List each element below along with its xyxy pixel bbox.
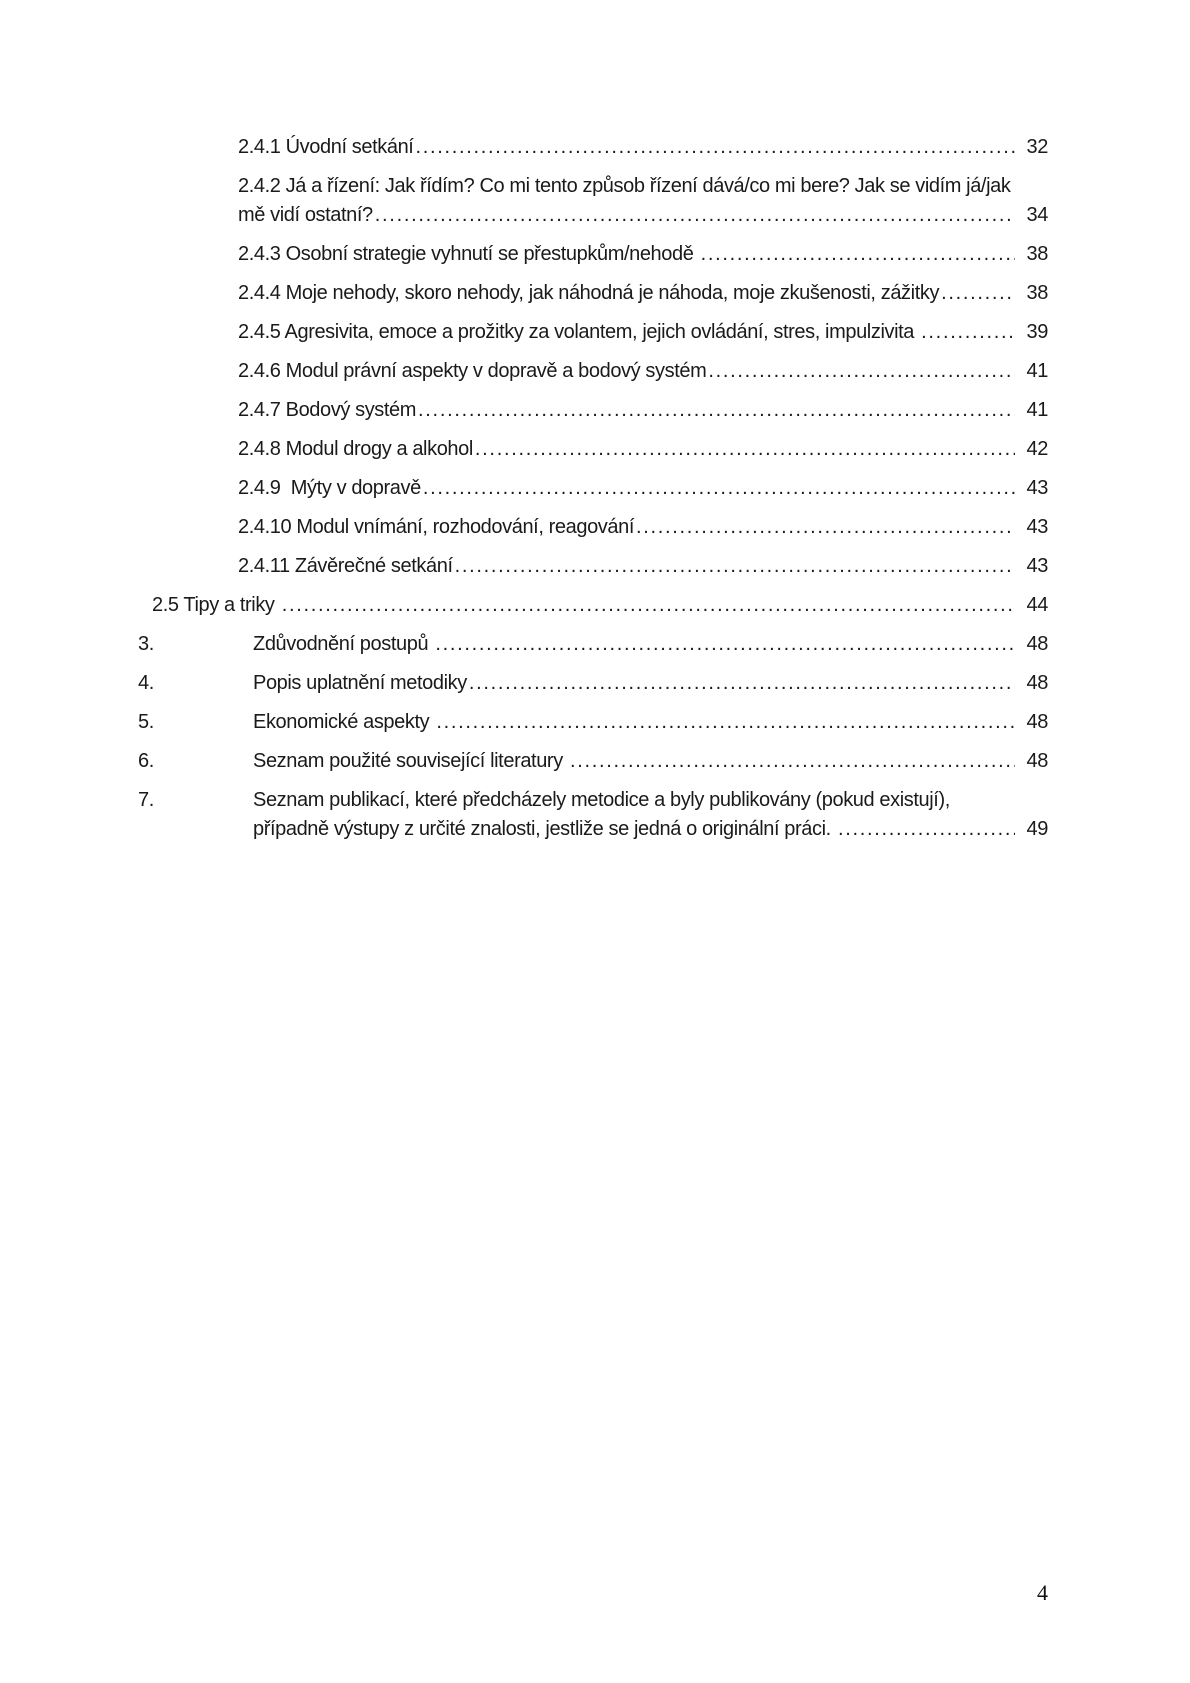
toc-leader-dots	[453, 552, 1015, 581]
toc-entry-page-number: 49	[1026, 818, 1048, 840]
toc-entry-title-line2: mě vidí ostatní?	[238, 204, 373, 226]
footer-page-number: 4	[1037, 1580, 1048, 1605]
toc-entry	[0, 240, 1048, 269]
toc-leader-dots	[634, 513, 1015, 542]
toc-entry-content	[238, 240, 1048, 269]
toc-entry-leader-row	[253, 708, 1048, 737]
toc-entry-content	[238, 435, 1048, 464]
toc-entry	[0, 708, 1048, 737]
toc-entry-title: 2.4.8 Modul drogy a alkohol	[238, 438, 473, 460]
toc-entry	[0, 513, 1048, 542]
toc-leader-dots	[568, 747, 1015, 776]
toc-entry-page-number: 48	[1026, 633, 1048, 655]
toc-leader-dots	[373, 201, 1015, 230]
toc-entry-content	[253, 786, 1048, 844]
toc-leader-dots	[416, 396, 1015, 425]
toc-entry-content	[238, 513, 1048, 542]
toc-entry-title: Seznam použité související literatury	[253, 750, 568, 772]
toc-entry	[0, 357, 1048, 386]
toc-entry-content	[238, 396, 1048, 425]
toc-entry-leader-row	[238, 318, 1048, 347]
toc-entry-page-number: 43	[1026, 516, 1048, 538]
toc-entry-page-number: 34	[1026, 204, 1048, 226]
toc-entry-leader-row	[238, 201, 1048, 230]
toc-entry-leader-row	[238, 513, 1048, 542]
toc-entry-content	[238, 172, 1048, 230]
toc-entry-page-number: 43	[1026, 555, 1048, 577]
toc-entry-leader-row	[238, 552, 1048, 581]
toc-entry-leader-row	[238, 435, 1048, 464]
toc-entry-content	[253, 708, 1048, 737]
toc-entry	[0, 396, 1048, 425]
toc-leader-dots	[467, 669, 1015, 698]
toc-entry-leader-row	[238, 240, 1048, 269]
toc-entry-content	[238, 552, 1048, 581]
toc-entry-title: 2.5 Tipy a triky	[152, 594, 280, 616]
toc-entry	[0, 591, 1048, 620]
toc-entry-content	[253, 630, 1048, 659]
toc-entry-number: 7.	[138, 789, 154, 811]
toc-entry-leader-row	[253, 669, 1048, 698]
toc-entry-page-number: 41	[1026, 360, 1048, 382]
toc-entry-content	[238, 357, 1048, 386]
toc-entry-page-number: 39	[1026, 321, 1048, 343]
toc-entry-title: 2.4.9 Mýty v dopravě	[238, 477, 421, 499]
toc-entry-page-number: 38	[1026, 282, 1048, 304]
toc-entry-title: Popis uplatnění metodiky	[253, 672, 467, 694]
toc-leader-dots	[939, 279, 1015, 308]
toc-leader-dots	[280, 591, 1015, 620]
toc-entry-page-number: 48	[1026, 672, 1048, 694]
toc-entry-leader-row	[238, 279, 1048, 308]
toc-leader-dots	[473, 435, 1015, 464]
toc-entry-content	[238, 318, 1048, 347]
toc-entry	[0, 435, 1048, 464]
toc-entry-number: 6.	[138, 750, 154, 772]
toc-entry-page-number: 44	[1026, 594, 1048, 616]
toc-entry-leader-row	[253, 630, 1048, 659]
toc-entry-title: 2.4.4 Moje nehody, skoro nehody, jak náhodná je náhoda, moje zkušenosti, zážitky	[238, 282, 940, 304]
toc-entry-page-number: 48	[1026, 711, 1048, 733]
toc-entry	[0, 279, 1048, 308]
toc-entry-page-number: 38	[1026, 243, 1048, 265]
toc-entry-content	[238, 133, 1048, 162]
toc-entry-title-line2: případně výstupy z určité znalosti, jestliže se jedná o originální práci.	[253, 818, 836, 840]
toc-entry-leader-row	[238, 474, 1048, 503]
toc-entry-number: 5.	[138, 711, 154, 733]
toc-entry-page-number: 32	[1026, 136, 1048, 158]
toc-entry-title: 2.4.6 Modul právní aspekty v dopravě a bodový systém	[238, 360, 707, 382]
toc-entry-page-number: 42	[1026, 438, 1048, 460]
toc-entry-number: 4.	[138, 672, 154, 694]
toc-leader-dots	[706, 357, 1015, 386]
toc-entry-content	[238, 474, 1048, 503]
toc-entry-page-number: 43	[1026, 477, 1048, 499]
toc-leader-dots	[433, 630, 1015, 659]
toc-entry-title: 2.4.5 Agresivita, emoce a prožitky za volantem, jejich ovládání, stres, impulzivita	[238, 321, 920, 343]
toc-entry-title: Ekonomické aspekty	[253, 711, 435, 733]
toc-entry-title: 2.4.11 Závěrečné setkání	[238, 555, 453, 577]
toc-entry	[0, 172, 1048, 230]
toc-entry-title: 2.4.3 Osobní strategie vyhnutí se přestupkům/nehodě	[238, 243, 699, 265]
toc-leader-dots	[919, 318, 1015, 347]
toc-entry-content	[238, 279, 1048, 308]
toc-entry-title-line1: Seznam publikací, které předcházely metodice a byly publikovány (pokud existují),	[253, 789, 950, 811]
toc-entry	[0, 474, 1048, 503]
toc-entry-title: 2.4.10 Modul vnímání, rozhodování, reagování	[238, 516, 634, 538]
toc-entry-leader-row	[238, 357, 1048, 386]
toc-entry-title: Zdůvodnění postupů	[253, 633, 434, 655]
toc-entry	[0, 133, 1048, 162]
toc-entry-title: 2.4.1 Úvodní setkání	[238, 136, 414, 158]
toc-entry-leader-row	[238, 396, 1048, 425]
toc-entry-leader-row	[238, 133, 1048, 162]
toc-entry-page-number: 48	[1026, 750, 1048, 772]
toc-leader-dots	[836, 815, 1015, 844]
toc-entry-number: 3.	[138, 633, 154, 655]
toc-entry-leader-row	[152, 591, 1048, 620]
toc-entry-leader-row	[253, 815, 1048, 844]
toc	[0, 133, 1048, 854]
toc-entry-title-line1: 2.4.2 Já a řízení: Jak řídím? Co mi tento způsob řízení dává/co mi bere? Jak se vidím já/jak	[238, 175, 1011, 197]
toc-entry-content	[253, 747, 1048, 776]
toc-entry	[0, 630, 1048, 659]
toc-entry-content	[152, 591, 1048, 620]
toc-entry	[0, 552, 1048, 581]
toc-entry-leader-row	[253, 747, 1048, 776]
toc-leader-dots	[434, 708, 1015, 737]
toc-leader-dots	[421, 474, 1015, 503]
toc-entry	[0, 318, 1048, 347]
toc-entry-content	[253, 669, 1048, 698]
toc-entry-title: 2.4.7 Bodový systém	[238, 399, 417, 421]
toc-entry	[0, 786, 1048, 844]
toc-entry-page-number: 41	[1026, 399, 1048, 421]
toc-entry	[0, 747, 1048, 776]
toc-entry	[0, 669, 1048, 698]
toc-leader-dots	[413, 133, 1015, 162]
toc-leader-dots	[699, 240, 1015, 269]
